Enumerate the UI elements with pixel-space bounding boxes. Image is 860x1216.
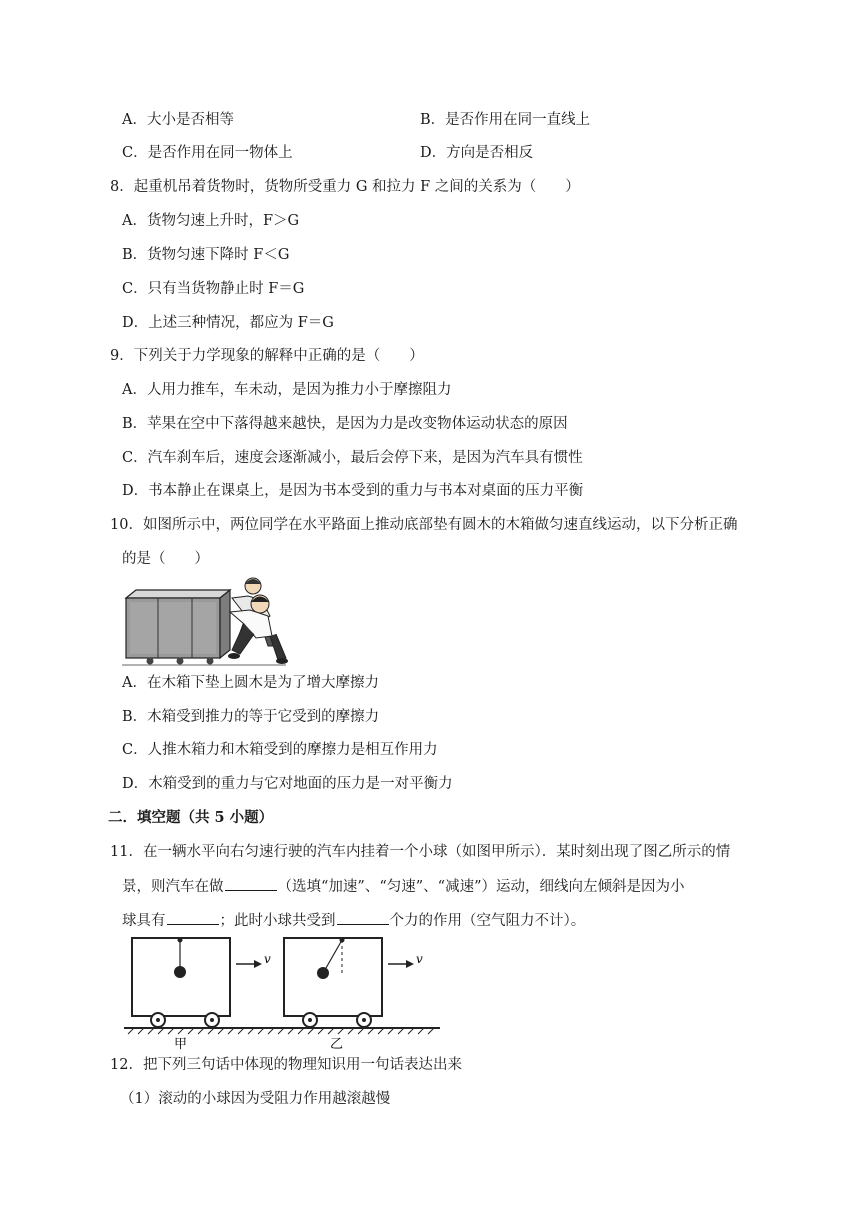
q10-figure-box-push	[120, 576, 288, 666]
q10-option-b: B．木箱受到推力的等于它受到的摩擦力	[122, 709, 380, 725]
q7-option-c: C．是否作用在同一物体上	[122, 145, 293, 161]
q8-option-c: C．只有当货物静止时 F＝G	[122, 281, 305, 297]
q11-line3-text-c: 个力的作用（空气阻力不计）。	[389, 913, 586, 929]
q7-option-b: B．是否作用在同一直线上	[420, 112, 591, 128]
q11-line2	[122, 876, 684, 897]
q9-stem: 9．下列关于力学现象的解释中正确的是（ ）	[110, 348, 424, 364]
q11-line3	[122, 910, 585, 931]
q11-line3-text-b: ；此时小球共受到	[219, 913, 336, 929]
q11-line2-text-a: 景，则汽车在做	[122, 879, 224, 895]
q11-fig-label-jia: 甲	[174, 1037, 188, 1050]
q10-option-a: A．在木箱下垫上圆木是为了增大摩擦力	[122, 675, 379, 691]
q9-option-d: D．书本静止在课桌上，是因为书本受到的重力与书本对桌面的压力平衡	[122, 483, 584, 499]
q9-option-b: B．苹果在空中下落得越来越快，是因为力是改变物体运动状态的原因	[122, 416, 568, 432]
q11-fig-v-right: v	[416, 952, 423, 966]
q11-line2-text-b: （选填“加速”、“匀速”、“减速”）运动，细线向左倾斜是因为小	[277, 879, 685, 895]
q10-stem-line2: 的是（ ）	[122, 551, 209, 567]
q10-stem-line1: 10．如图所示中，两位同学在水平路面上推动底部垫有圆木的木箱做匀速直线运动，以下分析正确	[110, 517, 738, 533]
section-title-fill-in: 二．填空题（共 5 小题）	[108, 809, 274, 826]
q11-blank-2[interactable]	[167, 910, 219, 925]
q8-option-d: D．上述三种情况，都应为 F＝G	[122, 315, 334, 331]
q10-option-d: D．木箱受到的重力与它对地面的压力是一对平衡力	[122, 776, 453, 792]
q10-option-c: C．人推木箱力和木箱受到的摩擦力是相互作用力	[122, 742, 438, 758]
q8-stem: 8．起重机吊着货物时，货物所受重力 G 和拉力 F 之间的关系为（ ）	[110, 179, 580, 195]
q9-option-c: C．汽车刹车后，速度会逐渐减小，最后会停下来，是因为汽车具有惯性	[122, 450, 583, 466]
q11-blank-1[interactable]	[225, 876, 277, 891]
q7-option-d: D．方向是否相反	[420, 145, 534, 161]
q8-option-b: B．货物匀速下降时 F＜G	[122, 247, 290, 263]
q11-figure-carts	[124, 936, 442, 1050]
q11-line1: 11．在一辆水平向右匀速行驶的汽车内挂着一个小球（如图甲所示）．某时刻出现了图乙所示的情	[110, 844, 731, 860]
q12-item-1: （1）滚动的小球因为受阻力作用越滚越慢	[120, 1091, 391, 1107]
q7-option-a: A．大小是否相等	[122, 112, 234, 128]
q8-option-a: A．货物匀速上升时，F＞G	[122, 213, 300, 229]
q11-fig-label-yi: 乙	[330, 1037, 344, 1050]
q11-fig-v-left: v	[264, 952, 271, 966]
q11-line3-text-a: 球具有	[122, 913, 166, 929]
q12-stem: 12．把下列三句话中体现的物理知识用一句话表达出来	[110, 1057, 462, 1073]
q9-option-a: A．人用力推车，车未动，是因为推力小于摩擦阻力	[122, 382, 452, 398]
q11-blank-3[interactable]	[337, 910, 389, 925]
